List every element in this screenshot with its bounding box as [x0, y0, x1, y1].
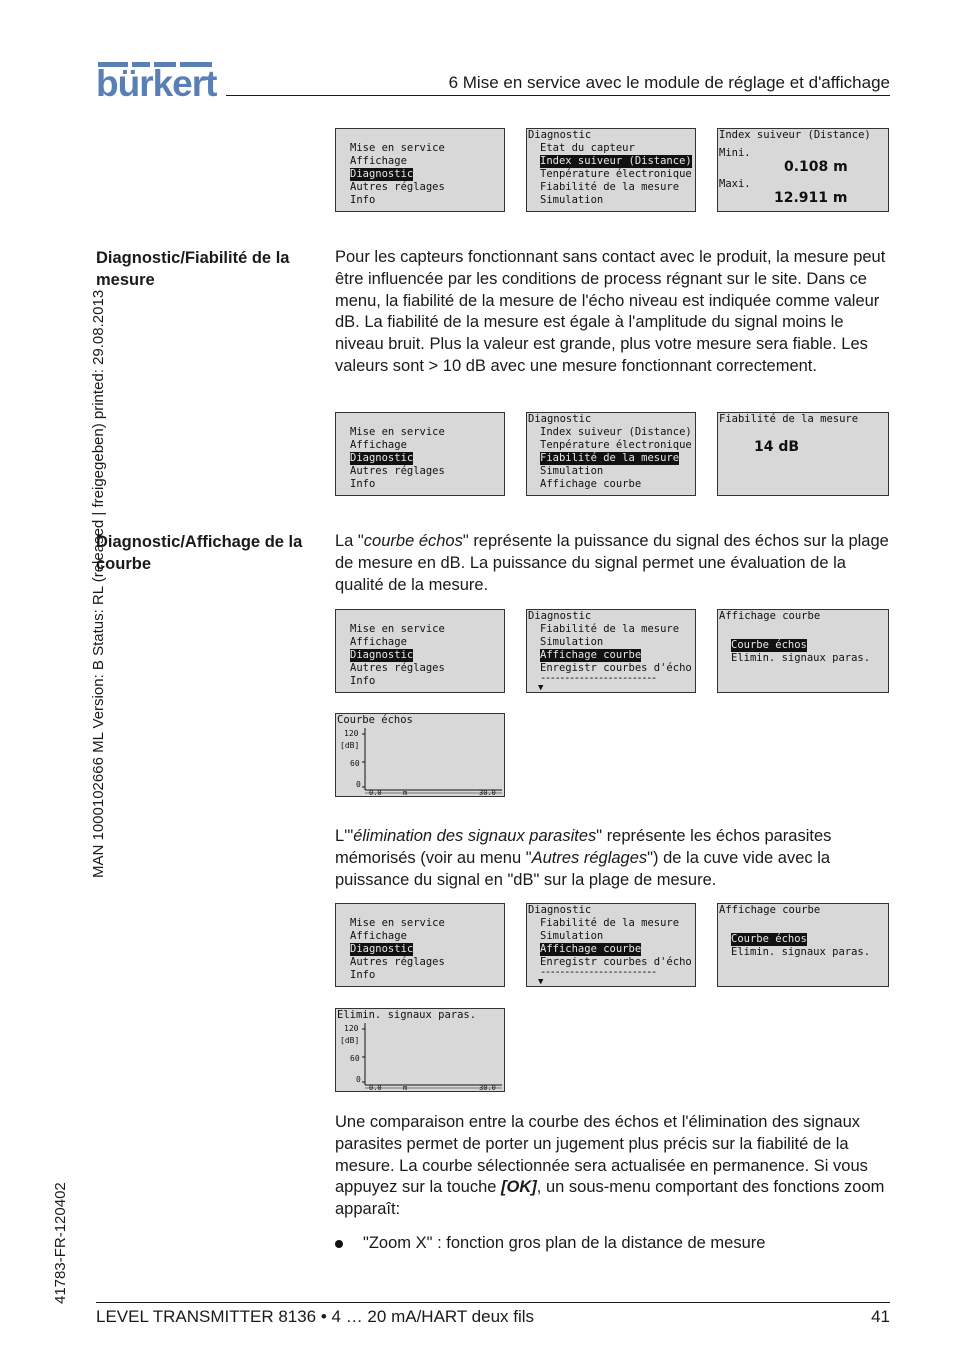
y-unit: [dB]	[340, 741, 360, 750]
footer-product: LEVEL TRANSMITTER 8136 • 4 … 20 mA/HART deux fils	[96, 1307, 535, 1326]
paragraph-reliability: Pour les capteurs fonctionnant sans contact avec le produit, la mesure peut être influencée par les conditions de process régnant sur le site. Dans ce menu, la fiabilité de la mesure de l'écho niveau est indiquée comme valeur dB. La fiabilité de la mesure est égale à l'amplitude du signal moins le niveau bruit. Plus la valeur est grande, plus votre mesure sera fiable. Les valeurs sont > 10 dB avec une mesure fonctionnant correctement.	[335, 248, 886, 375]
menu-item-selected: Diagnostic	[350, 168, 414, 180]
menu-item: Simulation	[540, 194, 604, 206]
y-tick: 0	[356, 1075, 361, 1084]
screen-title: Diagnostic	[528, 129, 592, 141]
screen-title: Diagnostic	[528, 904, 592, 916]
reliability-value: 14 dB	[754, 439, 800, 455]
version-info-vertical: MAN 1000102666 ML Version: B Status: RL (released | freigegeben) printed: 29.08.2013	[90, 289, 107, 878]
menu-separator: ------------------------	[540, 966, 656, 978]
x-tick: 0.0	[369, 1084, 382, 1092]
screen-title: Fiabilité de la mesure	[719, 413, 859, 425]
screen-title: Elimin. signaux paras.	[337, 1009, 477, 1021]
bullet-list	[335, 1234, 765, 1253]
bullet-icon	[335, 1240, 343, 1248]
screen-peak-values	[717, 128, 889, 212]
min-value: 0.108 m	[784, 159, 848, 175]
min-label: Mini.	[719, 147, 751, 159]
menu-item: Affichage	[350, 155, 407, 167]
y-tick: 0	[356, 780, 361, 789]
y-unit: [dB]	[340, 1036, 360, 1045]
section-title-reliability: Diagnostic/Fiabilité de la mesure	[96, 249, 290, 289]
screen-title: Courbe échos	[337, 714, 413, 726]
menu-item-selected: Index suiveur (Distance)	[540, 155, 692, 167]
menu-item: Simulation	[540, 636, 604, 648]
menu-item: Elimin. signaux paras.	[731, 652, 871, 664]
menu-item-selected: Diagnostic	[350, 649, 414, 661]
screen-main-menu-3	[335, 609, 505, 693]
menu-item: Info	[350, 478, 376, 490]
logo-text: bürkert	[96, 63, 217, 104]
menu-separator: ------------------------	[540, 672, 656, 684]
screen-title: Affichage courbe	[719, 610, 821, 622]
x-unit: m	[403, 789, 408, 797]
menu-item-selected: Affichage courbe	[540, 943, 642, 955]
screen-main-menu-2	[335, 412, 505, 496]
menu-item: Simulation	[540, 930, 604, 942]
paragraph-false-signal: L'"élimination des signaux parasites" représente les échos parasites mémorisés (voir au menu "Autres réglages") de la cuve vide avec la puissance du signal en "dB" sur la plage de mesure.	[335, 827, 832, 889]
menu-item-selected: Courbe échos	[731, 639, 807, 651]
menu-item: Affichage courbe	[540, 478, 642, 490]
y-tick: 120	[344, 1024, 359, 1033]
chapter-title: 6 Mise en service avec le module de réglage et d'affichage	[448, 73, 890, 92]
screen-title: Affichage courbe	[719, 904, 821, 916]
screen-main-menu-1	[335, 128, 505, 212]
menu-item-selected: Courbe échos	[731, 933, 807, 945]
max-value: 12.911 m	[774, 190, 848, 206]
x-tick: 30.0	[479, 1084, 496, 1092]
bullet-item: "Zoom X" : fonction gros plan de la distance de mesure	[363, 1234, 766, 1252]
menu-item: Elimin. signaux paras.	[731, 946, 871, 958]
menu-item: Mise en service	[350, 917, 445, 929]
menu-item: Info	[350, 194, 376, 206]
page-number: 41	[871, 1307, 890, 1326]
menu-item: Enregistr courbes d'écho	[540, 662, 692, 674]
menu-item: Affichage	[350, 636, 407, 648]
menu-item: Affichage	[350, 439, 407, 451]
menu-item: Simulation	[540, 465, 604, 477]
screen-curve-menu	[717, 609, 889, 693]
paragraph-comparison: Une comparaison entre la courbe des échos et l'élimination des signaux parasites permet de porter un jugement plus précis sur la fiabilité de la mesure. La courbe sélectionnée sera actualisée en permanence. Si vous appuyez sur la touche [OK], un sous-menu comportant des fonctions zoom apparaît:	[335, 1113, 885, 1219]
doc-id-vertical: 41783-FR-120402	[52, 1182, 69, 1304]
screen-false-signal-graph	[335, 1008, 505, 1092]
menu-item: Fiabilité de la mesure	[540, 623, 680, 635]
menu-item: Affichage	[350, 930, 407, 942]
y-tick: 120	[344, 729, 359, 738]
menu-item: Enregistr courbes d'écho	[540, 956, 692, 968]
menu-item: Tenpérature électronique	[540, 439, 692, 451]
screen-diag-menu-4	[526, 903, 696, 987]
x-tick: 0.0	[369, 789, 382, 797]
arrow-down-icon: ▼	[538, 977, 544, 987]
menu-item: Autres réglages	[350, 956, 445, 968]
menu-item-selected: Diagnostic	[350, 943, 414, 955]
screen-reliability-value	[717, 412, 889, 496]
x-tick: 30.0	[479, 789, 496, 797]
max-label: Maxi.	[719, 178, 751, 190]
menu-item: Etat du capteur	[540, 142, 635, 154]
menu-item: Fiabilité de la mesure	[540, 917, 680, 929]
menu-item: Fiabilité de la mesure	[540, 181, 680, 193]
x-unit: m	[403, 1084, 408, 1092]
menu-item: Mise en service	[350, 623, 445, 635]
menu-item: Mise en service	[350, 426, 445, 438]
menu-item: Index suiveur (Distance)	[540, 426, 692, 438]
graph-axes	[336, 1009, 504, 1091]
header-rule	[226, 95, 890, 96]
menu-item-selected: Diagnostic	[350, 452, 414, 464]
arrow-down-icon: ▼	[538, 683, 544, 693]
menu-item: Mise en service	[350, 142, 445, 154]
menu-item: Info	[350, 969, 376, 981]
menu-item: Tenpérature électronique	[540, 168, 692, 180]
graph-axes	[336, 714, 504, 796]
screen-curve-menu-2	[717, 903, 889, 987]
footer-rule	[96, 1302, 890, 1303]
screen-title: Index suiveur (Distance)	[719, 129, 871, 141]
screen-diag-menu-1	[526, 128, 696, 212]
screen-echo-curve-graph	[335, 713, 505, 797]
menu-item: Autres réglages	[350, 465, 445, 477]
section-title-curve: Diagnostic/Affichage de la courbe	[96, 533, 303, 573]
y-tick: 60	[350, 759, 360, 768]
screen-diag-menu-2	[526, 412, 696, 496]
menu-item: Info	[350, 675, 376, 687]
menu-item: Autres réglages	[350, 662, 445, 674]
screen-title: Diagnostic	[528, 413, 592, 425]
menu-item-selected: Affichage courbe	[540, 649, 642, 661]
paragraph-echo-curve: La "courbe échos" représente la puissance du signal des échos sur la plage de mesure en dB. La puissance du signal permet une évaluation de la qualité de la mesure.	[335, 532, 889, 594]
menu-item: Autres réglages	[350, 181, 445, 193]
y-tick: 60	[350, 1054, 360, 1063]
screen-diag-menu-3	[526, 609, 696, 693]
screen-title: Diagnostic	[528, 610, 592, 622]
screen-main-menu-4	[335, 903, 505, 987]
menu-item-selected: Fiabilité de la mesure	[540, 452, 680, 464]
